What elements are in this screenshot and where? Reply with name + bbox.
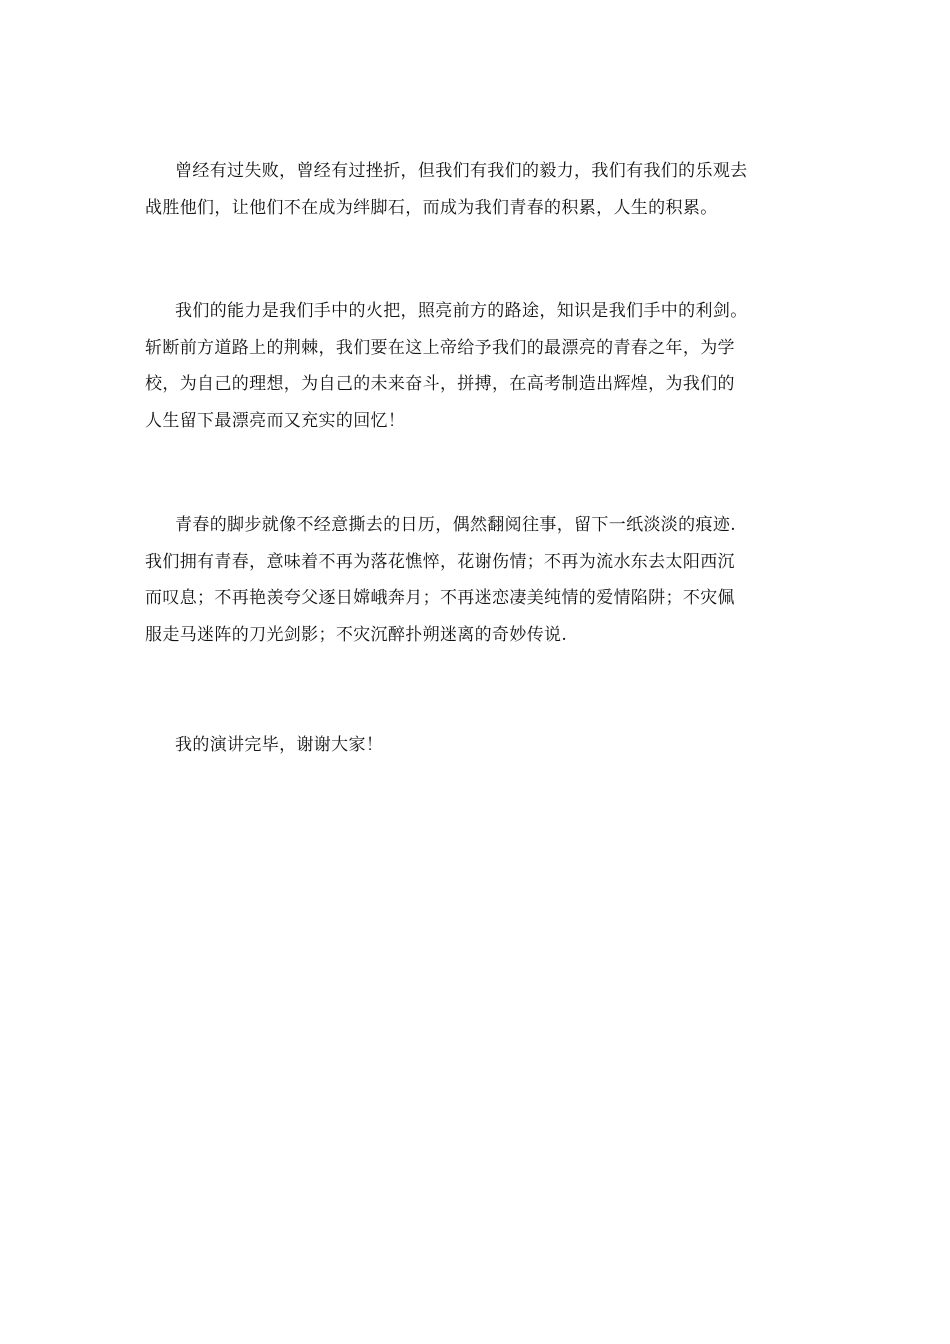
paragraph-line: 而叹息；不再艳羡夸父逐日嫦峨奔月；不再迷恋凄美纯情的爱情陷阱；不灾佩 xyxy=(145,588,735,608)
paragraph-line: 曾经有过失败，曾经有过挫折，但我们有我们的毅力，我们有我们的乐观去 xyxy=(175,161,748,181)
paragraph-line: 青春的脚步就像不经意撕去的日历，偶然翻阅往事，留下一纸淡淡的痕迹. xyxy=(175,515,736,535)
paragraph-line: 人生留下最漂亮而又充实的回忆！ xyxy=(145,410,406,431)
paragraph-line: 战胜他们，让他们不在成为绊脚石，而成为我们青春的积累，人生的积累。 xyxy=(145,197,718,218)
paragraph-youth-steps xyxy=(145,507,815,653)
paragraph-line: 校，为自己的理想，为自己的未来奋斗，拼搏，在高考制造出辉煌，为我们的 xyxy=(145,374,735,394)
paragraph-line: 我们的能力是我们手中的火把，照亮前方的路途，知识是我们手中的利剑。 xyxy=(175,301,748,321)
paragraph-line: 我们拥有青春，意味着不再为落花憔悴，花谢伤情；不再为流水东去太阳西沉 xyxy=(145,551,735,572)
paragraph-line: 服走马迷阵的刀光剑影；不灾沉醉扑朔迷离的奇妙传说. xyxy=(145,624,568,645)
paragraph-failure-setbacks xyxy=(145,153,815,226)
paragraph-closing xyxy=(145,727,815,764)
paragraph-line: 斩断前方道路上的荆棘，我们要在这上帝给予我们的最漂亮的青春之年，为学 xyxy=(145,337,735,358)
paragraph-line: 我的演讲完毕，谢谢大家！ xyxy=(175,735,384,755)
paragraph-ability-knowledge xyxy=(145,293,815,439)
